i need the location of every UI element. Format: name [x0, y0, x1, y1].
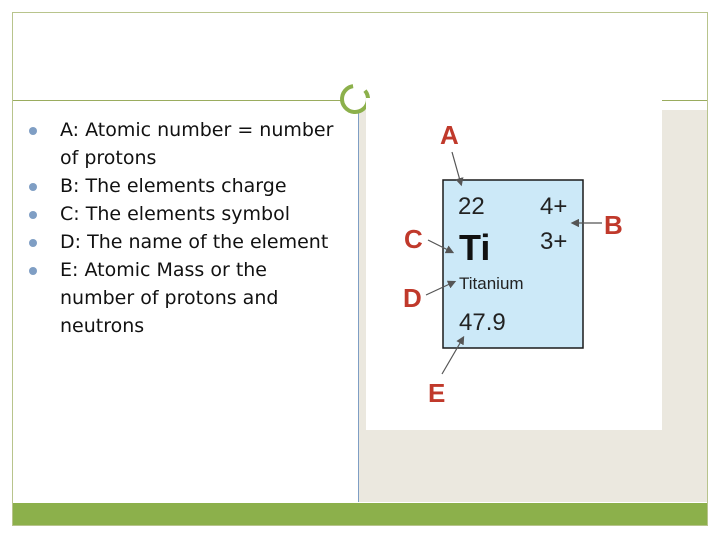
- bullet-key: D: [60, 231, 75, 253]
- bullet-item-e: [26, 256, 346, 340]
- element-diagram: [366, 98, 662, 430]
- bullet-item-c: [26, 200, 346, 228]
- bullet-text: : Atomic Mass or the number of protons and neutrons: [60, 259, 279, 337]
- footer-bar: [13, 503, 707, 525]
- bullet-dot-icon: [29, 183, 37, 191]
- arrow-a-icon: [452, 152, 461, 184]
- label-c: C: [404, 224, 423, 254]
- atomic-number: 22: [458, 193, 485, 220]
- label-a: A: [440, 120, 459, 150]
- element-name: Titanium: [459, 274, 524, 293]
- bullet-text: : The elements charge: [73, 175, 287, 197]
- bullet-dot-icon: [29, 239, 37, 247]
- charge-secondary: 3+: [540, 228, 568, 255]
- bullet-text: : The name of the element: [74, 231, 329, 253]
- bullet-text: : The elements symbol: [73, 203, 290, 225]
- element-symbol: Ti: [459, 227, 491, 268]
- bullet-list: [26, 116, 346, 340]
- charge-primary: 4+: [540, 193, 568, 220]
- bullet-text: : Atomic number = number of protons: [60, 119, 334, 169]
- bullet-key: E: [60, 259, 73, 281]
- bullet-key: C: [60, 203, 74, 225]
- vertical-divider: [358, 101, 359, 502]
- label-b: B: [604, 210, 623, 240]
- label-e: E: [428, 378, 446, 408]
- bullet-item-a: [26, 116, 346, 172]
- bullet-dot-icon: [29, 267, 37, 275]
- bullet-item-d: [26, 228, 346, 256]
- element-diagram-svg: [366, 98, 662, 430]
- bullet-dot-icon: [29, 127, 37, 135]
- bullet-key: A: [60, 119, 73, 141]
- bullet-item-b: [26, 172, 346, 200]
- bullet-dot-icon: [29, 211, 37, 219]
- label-d: D: [403, 283, 422, 313]
- atomic-mass: 47.9: [459, 309, 506, 336]
- bullet-key: B: [60, 175, 74, 197]
